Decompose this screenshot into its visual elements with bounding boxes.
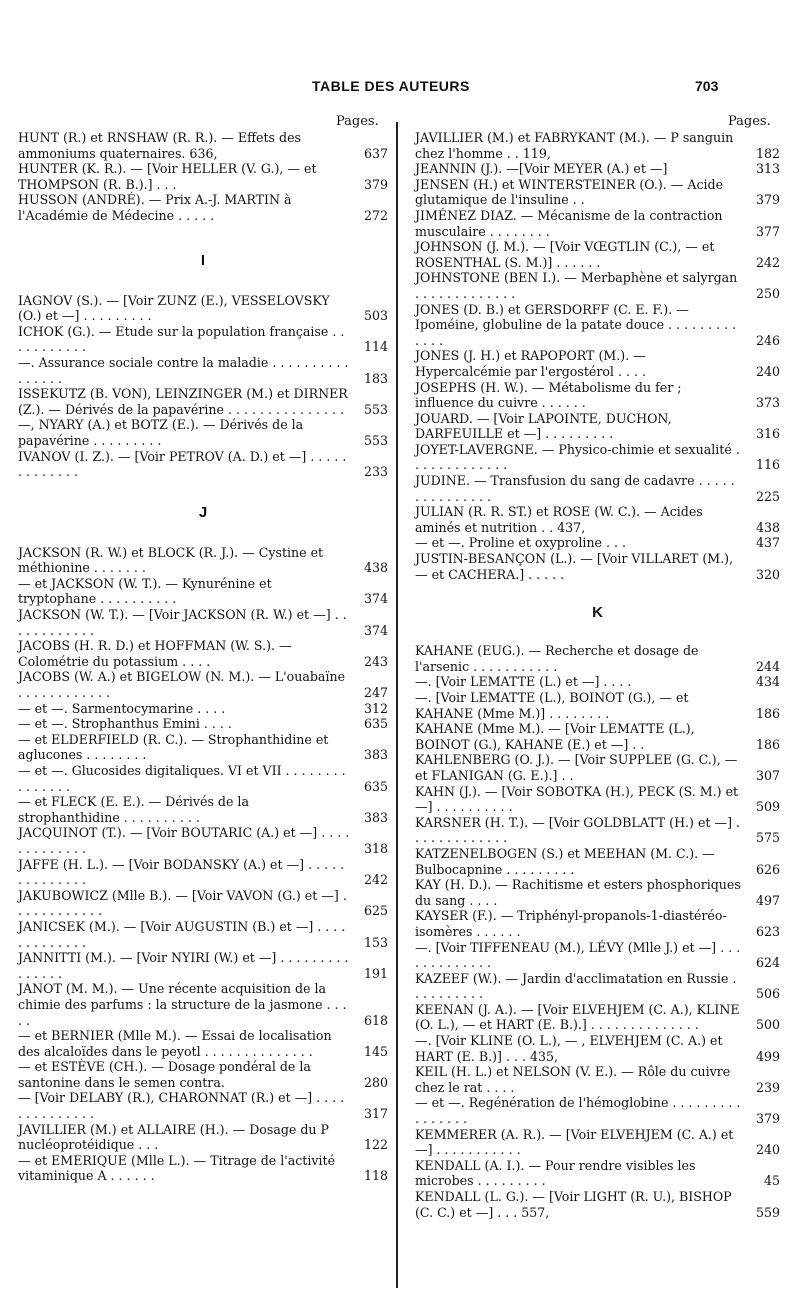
entry-text: JOHNSON (J. M.). — [Voir VŒGTLIN (C.), — et ROSENTHAL (S. M.)] . . . . . . bbox=[415, 239, 715, 270]
index-entry bbox=[415, 177, 780, 208]
entry-text: JANICSEK (M.). — [Voir AUGUSTIN (B.) et —] . . . . . . . . . . . . . bbox=[18, 918, 346, 950]
entry-page: 250 bbox=[755, 285, 780, 301]
entry-page: 183 bbox=[363, 370, 388, 386]
entry-page: 626 bbox=[755, 861, 780, 877]
entry-page: 312 bbox=[363, 700, 388, 716]
entry-page: 240 bbox=[755, 1142, 780, 1158]
index-entry bbox=[415, 380, 780, 411]
entry-page: 243 bbox=[363, 653, 388, 669]
entry-text: — et BERNIER (Mlle M.). — Essai de localisation des alcaloïdes dans le peyotl . . . . . . . . . . . . . . bbox=[18, 1028, 332, 1059]
entry-text: KAHANE (EUG.). — Recherche et dosage de l'arsenic . . . . . . . . . . . bbox=[415, 643, 699, 674]
index-entry bbox=[415, 1064, 780, 1095]
entry-page: 191 bbox=[363, 965, 388, 981]
entry-text: —. [Voir KLINE (O. L.), — , ELVEHJEM (C. A.) et HART (E. B.)] . . . 435, bbox=[415, 1033, 723, 1064]
entry-text: KEENAN (J. A.). — [Voir ELVEHJEM (C. A.), KLINE (O. L.), — et HART (E. B.).] . . . . . . . . . . . . . . bbox=[415, 1001, 740, 1033]
entry-text: —, NYARY (A.) et BOTZ (E.). — Dérivés de la papavérine . . . . . . . . . bbox=[18, 417, 304, 448]
entry-page: 225 bbox=[755, 488, 780, 504]
index-entry bbox=[415, 877, 780, 908]
index-entry bbox=[18, 1059, 388, 1090]
entry-page: 497 bbox=[755, 892, 780, 908]
index-entry bbox=[18, 293, 388, 324]
entry-page: 118 bbox=[363, 1168, 388, 1184]
index-entry bbox=[415, 551, 780, 582]
entry-page: 182 bbox=[755, 145, 780, 161]
entry-page: 317 bbox=[363, 1106, 388, 1122]
index-entry bbox=[18, 732, 388, 763]
entry-text: JAFFE (H. L.). — [Voir BODANSKY (A.) et —] . . . . . . . . . . . . . . bbox=[18, 856, 345, 888]
entry-page: 45 bbox=[763, 1173, 780, 1189]
index-entry bbox=[18, 192, 388, 223]
entry-text: JONES (J. H.) et RAPOPORT (M.). — Hypercalcémie par l'ergostérol . . . . bbox=[415, 348, 646, 379]
entry-text: ISSEKUTZ (B. VON), LEINZINGER (M.) et DIRNER (Z.). — Dérivés de la papavérine . . . . . . . . . . . . . . . bbox=[18, 386, 348, 417]
entry-page: 437 bbox=[755, 535, 780, 551]
index-entry bbox=[18, 130, 388, 161]
index-entry bbox=[415, 1002, 780, 1033]
index-entry bbox=[18, 716, 388, 732]
entry-text: KAYSER (F.). — Triphényl-propanols-1-diastéréo-isomères . . . . . . bbox=[415, 908, 727, 939]
entry-text: — et ELDERFIELD (R. C.). — Strophanthidine et aglucones . . . . . . . . bbox=[18, 731, 329, 763]
entry-page: 240 bbox=[755, 363, 780, 379]
index-entry bbox=[415, 1033, 780, 1064]
entry-page: 313 bbox=[755, 161, 780, 177]
entry-text: JANNITTI (M.). — [Voir NYIRI (W.) et —] . . . . . . . . . . . . . . . bbox=[18, 950, 349, 981]
entry-page: 624 bbox=[755, 955, 780, 971]
section-letter: K bbox=[592, 604, 603, 622]
index-entry bbox=[18, 950, 388, 981]
entry-page: 553 bbox=[363, 432, 388, 448]
index-entry bbox=[18, 857, 388, 888]
entry-text: KATZENELBOGEN (S.) et MEEHAN (M. C.). — Bulbocapnine . . . . . . . . . bbox=[415, 845, 715, 877]
index-entry bbox=[18, 1028, 388, 1059]
index-entry bbox=[18, 825, 388, 856]
entry-text: JAVILLIER (M.) et ALLAIRE (H.). — Dosage du P nucléoprotéidique . . . bbox=[18, 1121, 330, 1153]
entry-page: 233 bbox=[363, 464, 388, 480]
entry-text: —. Assurance sociale contre la maladie . . . . . . . . . . . . . . . . bbox=[18, 354, 349, 386]
index-entry bbox=[18, 449, 388, 480]
entry-page: 618 bbox=[363, 1012, 388, 1028]
entry-text: KEIL (H. L.) et NELSON (V. E.). — Rôle du cuivre chez le rat . . . . bbox=[415, 1064, 731, 1095]
entry-text: JOHNSTONE (BEN I.). — Merbaphène et salyrgan . . . . . . . . . . . . . bbox=[415, 270, 738, 301]
index-entry bbox=[18, 888, 388, 919]
index-entry bbox=[415, 815, 780, 846]
index-entry bbox=[415, 504, 780, 535]
entry-page: 316 bbox=[755, 426, 780, 442]
index-entry bbox=[415, 1189, 780, 1220]
index-entry bbox=[18, 576, 388, 607]
pages-label-left: Pages. bbox=[336, 114, 379, 129]
entry-page: 374 bbox=[363, 591, 388, 607]
entry-page: 320 bbox=[755, 566, 780, 582]
entry-text: — [Voir DELABY (R.), CHARONNAT (R.) et —] . . . . . . . . . . . . . . bbox=[18, 1090, 345, 1122]
entry-page: 438 bbox=[755, 519, 780, 535]
entry-page: 503 bbox=[363, 308, 388, 324]
index-entry bbox=[18, 417, 388, 448]
index-entry bbox=[18, 1090, 388, 1121]
section-letter: J bbox=[198, 503, 208, 521]
section-letter: I bbox=[200, 251, 206, 269]
entry-text: JOYET-LAVERGNE. — Physico-chimie et sexualité . . . . . . . . . . . . . bbox=[415, 441, 740, 473]
pages-label-right: Pages. bbox=[728, 114, 771, 129]
entry-text: JACOBS (W. A.) et BIGELOW (N. M.). — L'ouabaïne . . . . . . . . . . . . bbox=[18, 669, 346, 701]
entry-page: 506 bbox=[755, 986, 780, 1002]
entry-text: — et EMERIQUE (Mlle L.). — Titrage de l'activité vitaminique A . . . . . . bbox=[18, 1152, 336, 1184]
entry-text: — et —. Sarmentocymarine . . . . bbox=[18, 700, 226, 716]
entry-text: JAVILLIER (M.) et FABRYKANT (M.). — P sanguin chez l'homme . . 119, bbox=[415, 130, 734, 161]
entry-text: — et —. Proline et oxyproline . . . bbox=[415, 535, 627, 551]
index-entry bbox=[18, 355, 388, 386]
index-entry bbox=[415, 1095, 780, 1126]
entry-text: HUNTER (K. R.). — [Voir HELLER (V. G.), — et THOMPSON (R. B.).] . . . bbox=[18, 161, 317, 192]
index-entry bbox=[415, 348, 780, 379]
entry-text: KENDALL (A. I.). — Pour rendre visibles les microbes . . . . . . . . . bbox=[415, 1157, 696, 1189]
entry-page: 186 bbox=[755, 736, 780, 752]
entry-text: — et JACKSON (W. T.). — Kynurénine et tryptophane . . . . . . . . . . bbox=[18, 575, 272, 607]
index-entry bbox=[18, 1122, 388, 1153]
column-divider bbox=[396, 122, 398, 1288]
index-entry bbox=[415, 940, 780, 971]
index-entry bbox=[18, 669, 388, 700]
index-entry bbox=[415, 473, 780, 504]
entry-text: KAY (H. D.). — Rachitisme et esters phosphoriques du sang . . . . bbox=[415, 877, 741, 908]
index-entry bbox=[415, 130, 780, 161]
entry-page: 373 bbox=[755, 395, 780, 411]
index-entry bbox=[18, 161, 388, 192]
entry-page: 500 bbox=[755, 1017, 780, 1033]
entry-text: — et —. Regénération de l'hémoglobine . . . . . . . . . . . . . . . . bbox=[415, 1095, 741, 1127]
entry-text: JAKUBOWICZ (Mlle B.). — [Voir VAVON (G.) et —] . . . . . . . . . . . . bbox=[18, 887, 347, 919]
entry-text: KAHANE (Mme M.). — [Voir LEMATTE (L.), BOINOT (G.), KAHANE (E.) et —] . . bbox=[415, 721, 695, 752]
index-entry bbox=[415, 442, 780, 473]
entry-page: 272 bbox=[363, 207, 388, 223]
entry-page: 318 bbox=[363, 840, 388, 856]
index-entry bbox=[415, 208, 780, 239]
entry-text: KARSNER (H. T.). — [Voir GOLDBLATT (H.) et —] . . . . . . . . . . . . . bbox=[415, 814, 741, 846]
index-entry bbox=[415, 1127, 780, 1158]
entry-page: 635 bbox=[363, 778, 388, 794]
index-entry bbox=[415, 270, 780, 301]
index-entry bbox=[18, 1153, 388, 1184]
index-entry bbox=[415, 721, 780, 752]
entry-text: — et —. Glucosides digitaliques. VI et VII . . . . . . . . . . . . . . . bbox=[18, 763, 346, 794]
index-entry bbox=[415, 674, 780, 690]
index-entry bbox=[415, 302, 780, 349]
entry-page: 438 bbox=[363, 560, 388, 576]
entry-page: 122 bbox=[363, 1137, 388, 1153]
entry-text: IAGNOV (S.). — [Voir ZUNZ (E.), VESSELOVSKY (O.) et —] . . . . . . . . . bbox=[18, 292, 330, 324]
entry-text: KAHLENBERG (O. J.). — [Voir SUPPLEE (G. C.), — et FLANIGAN (G. E.).] . . bbox=[415, 752, 738, 783]
entry-text: —. [Voir TIFFENEAU (M.), LÉVY (Mlle J.) et —] . . . . . . . . . . . . . bbox=[415, 939, 741, 971]
entry-page: 153 bbox=[363, 934, 388, 950]
entry-text: KEMMERER (A. R.). — [Voir ELVEHJEM (C. A.) et —] . . . . . . . . . . . bbox=[415, 1126, 734, 1158]
entry-page: 379 bbox=[363, 176, 388, 192]
entry-page: 553 bbox=[363, 401, 388, 417]
entry-text: KAHN (J.). — [Voir SOBOTKA (H.), PECK (S. M.) et —] . . . . . . . . . . bbox=[415, 783, 739, 815]
entry-text: JUSTIN-BESANÇON (L.). — [Voir VILLARET (M.), — et CACHERA.] . . . . . bbox=[415, 551, 734, 582]
index-entry bbox=[18, 919, 388, 950]
entry-text: HUNT (R.) et RNSHAW (R. R.). — Effets des ammoniums quaternaires. 636, bbox=[18, 130, 301, 161]
entry-text: JONES (D. B.) et GERSDORFF (C. E. F.). — Ipoméine, globuline de la patate douce . . . . . . . . . . . . . bbox=[415, 301, 737, 348]
entry-page: 114 bbox=[363, 339, 388, 355]
entry-page: 246 bbox=[755, 332, 780, 348]
entry-page: 116 bbox=[755, 457, 780, 473]
entry-text: JOUARD. — [Voir LAPOINTE, DUCHON, DARFEUILLE et —] . . . . . . . . . bbox=[415, 410, 672, 442]
entry-page: 307 bbox=[755, 767, 780, 783]
entry-text: —. [Voir LEMATTE (L.) et —] . . . . bbox=[415, 674, 632, 690]
entry-page: 383 bbox=[363, 747, 388, 763]
entry-page: 377 bbox=[755, 223, 780, 239]
entry-text: — et ESTÈVE (CH.). — Dosage pondéral de la santonine dans le semen contra. bbox=[18, 1059, 311, 1090]
index-entry bbox=[415, 971, 780, 1002]
entry-page: 242 bbox=[755, 254, 780, 270]
entry-text: JENSEN (H.) et WINTERSTEINER (O.). — Acide glutamique de l'insuline . . bbox=[415, 176, 724, 208]
entry-text: JUDINE. — Transfusion du sang de cadavre . . . . . . . . . . . . . . . bbox=[415, 473, 735, 504]
running-title: TABLE DES AUTEURS bbox=[312, 78, 470, 94]
entry-page: 635 bbox=[363, 716, 388, 732]
entry-text: JULIAN (R. R. ST.) et ROSE (W. C.). — Acides aminés et nutrition . . 437, bbox=[415, 504, 703, 535]
index-entry bbox=[415, 535, 780, 551]
entry-page: 434 bbox=[755, 674, 780, 690]
index-entry bbox=[18, 545, 388, 576]
entry-text: JEANNIN (J.). —[Voir MEYER (A.) et —] bbox=[415, 161, 668, 177]
index-entry bbox=[18, 386, 388, 417]
entry-text: JACOBS (H. R. D.) et HOFFMAN (W. S.). — Colométrie du potassium . . . . bbox=[18, 638, 292, 669]
entry-page: 247 bbox=[363, 685, 388, 701]
index-entry bbox=[18, 324, 388, 355]
entry-page: 575 bbox=[755, 830, 780, 846]
entry-page: 280 bbox=[363, 1074, 388, 1090]
entry-page: 623 bbox=[755, 923, 780, 939]
entry-text: JOSEPHS (H. W.). — Métabolisme du fer ; influence du cuivre . . . . . . bbox=[415, 379, 682, 411]
entry-text: JANOT (M. M.). — Une récente acquisition de la chimie des parfums : la structure de la jasmone . . . . . bbox=[18, 981, 347, 1028]
index-entry bbox=[415, 690, 780, 721]
entry-page: 499 bbox=[755, 1048, 780, 1064]
index-entry bbox=[415, 784, 780, 815]
entry-text: KAZEEF (W.). — Jardin d'acclimatation en Russie . . . . . . . . . . bbox=[415, 970, 737, 1002]
entry-page: 186 bbox=[755, 705, 780, 721]
index-entry bbox=[18, 763, 388, 794]
index-entry bbox=[415, 1158, 780, 1189]
index-entry bbox=[18, 638, 388, 669]
entry-text: JIMÉNEZ DIAZ. — Mécanisme de la contraction musculaire . . . . . . . . bbox=[415, 207, 723, 239]
entry-page: 374 bbox=[363, 622, 388, 638]
page-number: 703 bbox=[695, 78, 719, 94]
entry-page: 559 bbox=[755, 1204, 780, 1220]
entry-page: 383 bbox=[363, 809, 388, 825]
right-column bbox=[415, 130, 780, 1220]
index-entry bbox=[18, 701, 388, 717]
index-entry bbox=[18, 794, 388, 825]
entry-text: KENDALL (L. G.). — [Voir LIGHT (R. U.), BISHOP (C. C.) et —] . . . 557, bbox=[415, 1189, 732, 1220]
index-entry bbox=[415, 239, 780, 270]
entry-page: 637 bbox=[363, 145, 388, 161]
entry-page: 379 bbox=[755, 1111, 780, 1127]
entry-text: JACQUINOT (T.). — [Voir BOUTARIC (A.) et —] . . . . . . . . . . . . . bbox=[18, 825, 350, 856]
index-entry bbox=[415, 846, 780, 877]
entry-text: IVANOV (I. Z.). — [Voir PETROV (A. D.) et —] . . . . . . . . . . . . . bbox=[18, 448, 347, 480]
index-entry bbox=[18, 981, 388, 1028]
entry-text: HUSSON (ANDRÉ). — Prix A.-J. MARTIN à l'Académie de Médecine . . . . . bbox=[18, 192, 292, 223]
entry-page: 625 bbox=[363, 903, 388, 919]
running-header bbox=[0, 78, 800, 98]
entry-page: 242 bbox=[363, 872, 388, 888]
entry-text: JACKSON (R. W.) et BLOCK (R. J.). — Cystine et méthionine . . . . . . . bbox=[18, 544, 324, 576]
entry-page: 244 bbox=[755, 658, 780, 674]
index-entry bbox=[415, 908, 780, 939]
index-entry bbox=[415, 752, 780, 783]
entry-page: 145 bbox=[363, 1043, 388, 1059]
entry-text: —. [Voir LEMATTE (L.), BOINOT (G.), — et KAHANE (Mme M.)] . . . . . . . . bbox=[415, 690, 689, 721]
entry-text: JACKSON (W. T.). — [Voir JACKSON (R. W.) et —] . . . . . . . . . . . . bbox=[18, 607, 347, 638]
entry-page: 239 bbox=[755, 1079, 780, 1095]
left-column bbox=[18, 130, 388, 1184]
index-entry bbox=[18, 607, 388, 638]
index-entry bbox=[415, 643, 780, 674]
entry-text: ICHOK (G.). — Etude sur la population française . . . . . . . . . . . bbox=[18, 323, 345, 355]
entry-page: 509 bbox=[755, 799, 780, 815]
entry-text: — et —. Strophanthus Emini . . . . bbox=[18, 716, 232, 732]
index-entry bbox=[415, 161, 780, 177]
index-entry bbox=[415, 411, 780, 442]
entry-page: 379 bbox=[755, 192, 780, 208]
entry-text: — et FLECK (E. E.). — Dérivés de la strophanthidine . . . . . . . . . . bbox=[18, 794, 249, 825]
